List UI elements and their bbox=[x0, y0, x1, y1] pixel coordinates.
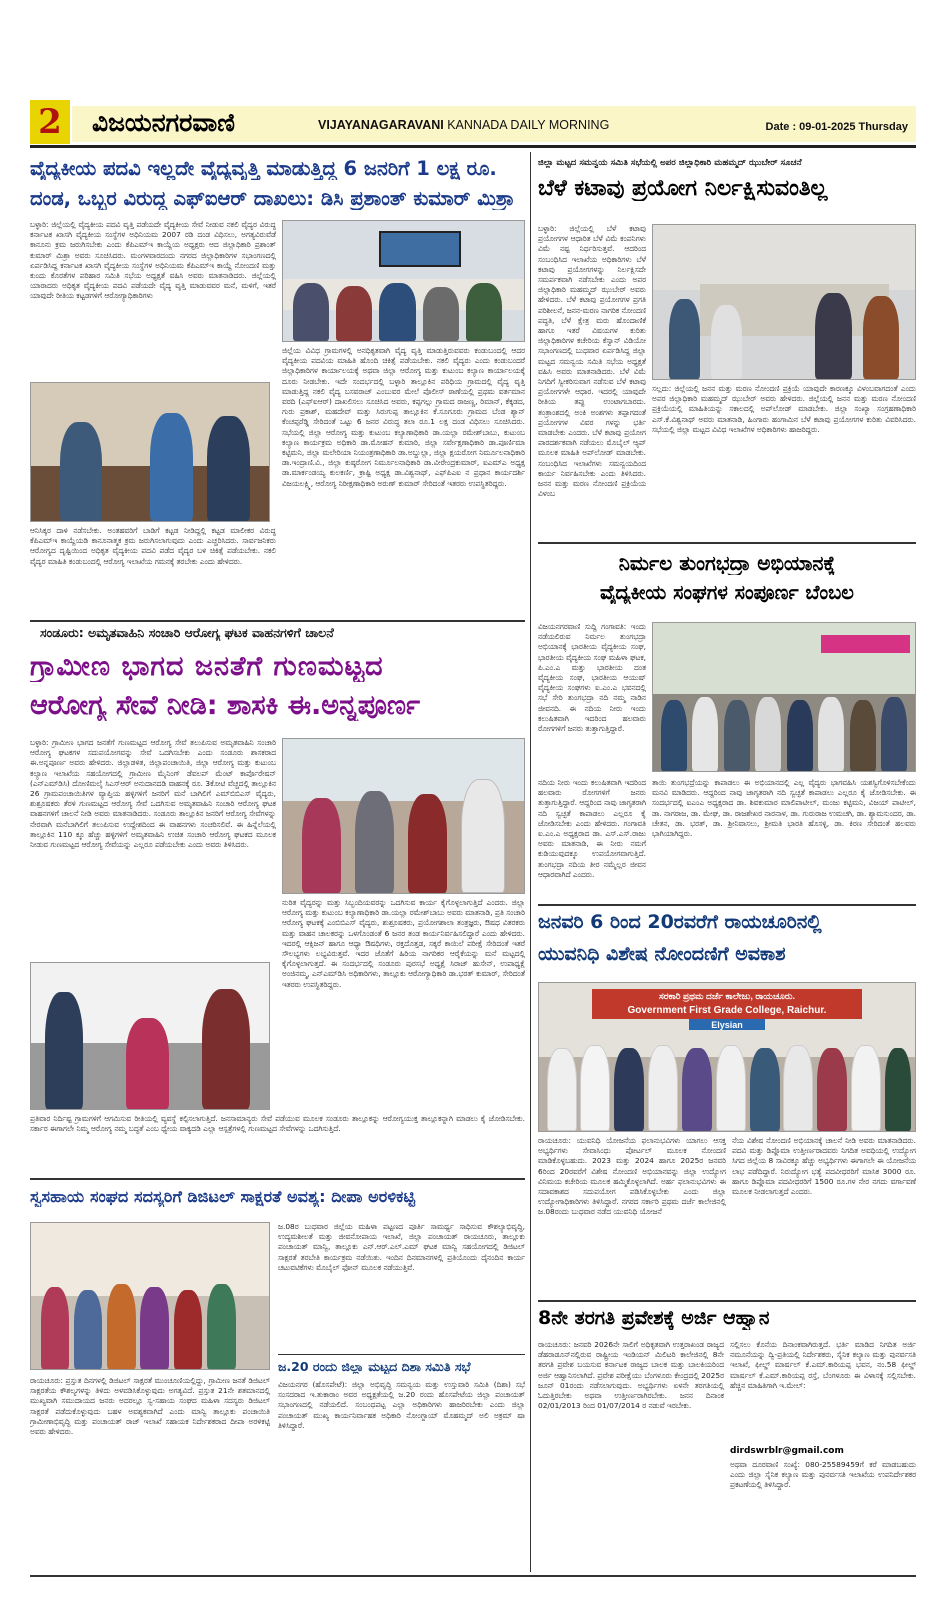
participant bbox=[851, 1045, 881, 1131]
seated-person bbox=[293, 283, 329, 341]
yuvanidhi-headline-2: ಯುವನಿಧಿ ವಿಶೇಷ ನೋಂದಣಿಗೆ ಅವಕಾಶ bbox=[538, 944, 786, 965]
masthead-title-en: VIJAYANAGARAVANI bbox=[318, 118, 444, 132]
nirmala-body-a: ವಿಜಯನಗರವಾಣಿ ಸುದ್ದಿ ಗಂಗಾವತಿ: ಇಂದು ನಡೆಯಲಿರುವ ನಿರ್ಮಲ ತುಂಗಭದ್ರಾ ಅಭಿಯಾನಕ್ಕೆ ಭಾರತೀಯ ವೈದ್ಯಕೀಯ ಸಂಘ, ಭಾರತೀಯ ವೈದ್ಯಕೀಯ ಸಂಘ ಮಹಿಳಾ ಘಟಕ, ಪಿ.ಎಂ.ಎ ಮತ್ತು ಭಾರತೀಯ ದಂತ ವೈದ್ಯಕೀಯ ಸಂಘ, ಭಾರತೀಯ ಆಯುಷ್ ವೈದ್ಯಕೀಯ ಸಂಘಗಳು ಐ.ಎಂ.ಎ ಭವನದಲ್ಲಿ ಸಭೆ ಸೇರಿ ತುಂಗಭದ್ರಾ ನದಿ ನಮ್ಮ ನಾಡಿನ ಜೀವನದಿ. ಈ ನದಿಯ ನೀರು ಇಂದು ಕಲುಷಿತವಾಗಿ ಇದರಿಂದ ಹಲವಾರು ರೋಗಗಳಿಗೆ ಜನರು ತುತ್ತಾಗುತ್ತಿದ್ದಾರೆ. bbox=[538, 622, 646, 734]
doctor bbox=[881, 697, 907, 771]
official bbox=[863, 296, 900, 379]
nirmala-body-c: ನದಿಯ ನೀರು ಇಂದು ಕಲುಷಿತವಾಗಿ ಇದರಿಂದ ಹಲವಾರು ರೋಗಗಳಿಗೆ ಜನರು ತುತ್ತಾಗುತ್ತಿದ್ದಾರೆ. ಆದ್ದರಿಂದ ನಾವು ಜಾಗೃತರಾಗಿ ನದಿ ಸ್ವಚ್ಛತೆ ಕಾಪಾಡಲು ಎಲ್ಲರೂ ಕೈ ಜೋಡಿಸಬೇಕು ಎಂದು ಹೇಳಿದರು. ಗಂಗಾವತಿ ಐ.ಎಂ.ಎ ಅಧ್ಯಕ್ಷರಾದ ಡಾ. ಎಸ್.ಎಸ್.ರಾಜು ಅವರು ಮಾತನಾಡಿ, ಈ ನೀರು ನಮಗೆ ಕುಡಿಯುವುದಕ್ಕೂ ಉಪಯೋಗವಾಗುತ್ತಿದೆ. ತುಂಗಭದ್ರಾ ನದಿಯ ತೀರ ನಮ್ಮೆಲ್ಲರ ಜೀವನ ಆಧಾರವಾಗಿದೆ ಎಂದರು. bbox=[538, 778, 646, 879]
crop-survey-body-a: ಬಳ್ಳಾರಿ: ಜಿಲ್ಲೆಯಲ್ಲಿ ಬೆಳೆ ಕಟಾವು ಪ್ರಯೋಗಗಳ ಆಧಾರಿತ ಬೆಳೆ ವಿಮೆ ಕಂಪನಿಗಳು ವಿಮೆ ನಷ್ಟ ನಿರ್ಧರಿಸುತ್ತವೆ. ಆದರಿಂದ ಸಂಬಂಧಿಸಿದ ಇಲಾಖೆಯ ಅಧಿಕಾರಿಗಳು ಬೆಳೆ ಕಟಾವು ಪ್ರಯೋಗಗಳನ್ನು ನಿರ್ಲಕ್ಷಿಸದೇ ಸಮರ್ಪಕವಾಗಿ ನಡೆಸಬೇಕು ಎಂದು ಅಪರ ಜಿಲ್ಲಾಧಿಕಾರಿ ಮಹಮ್ಮದ್ ಝುಬೇರ್ ಅವರು ಹೇಳಿದರು. ಬೆಳೆ ಕಟಾವು ಪ್ರಯೋಗಗಳ ಪ್ರಗತಿ ಪರಿಶೀಲನೆ, ಜನನ-ಮರಣ ನಾಗರಿಕ ನೋಂದಣಿ ಪದ್ಧತಿ, ಬೆಳೆ ಕ್ಷೇತ್ರ ಮರು ಹೊಂದಾಣಿಕೆ ಹಾಗೂ ಇತರೆ ವಿಷಯಗಳ ಕುರಿತು ಜಿಲ್ಲಾಧಿಕಾರಿಗಳ ಕಚೇರಿಯ ಕೆಸ್ವಾನ್ ವಿಡಿಯೋ ಸಭಾಂಗಣದಲ್ಲಿ ಬುಧವಾರ ಏರ್ಪಡಿಸಿದ್ದ ಜಿಲ್ಲಾ ಮಟ್ಟದ ಸಮನ್ವಯ ಸಮಿತಿ ಸಭೆಯ ಅಧ್ಯಕ್ಷತೆ ವಹಿಸಿ ಅವರು ಮಾತನಾಡಿದರು. ಬೆಳೆ ವಿಮೆ ನಿಗದಿಗೆ ಸ್ವೀಕರಿಸುವಾಗ ನಡೆಸುವ ಬೆಳೆ ಕಟಾವು ಪ್ರಯೋಗಗಳೇ ಆಧಾರ. ಇದರಲ್ಲಿ ಯಾವುದೇ ರೀತಿಯ ತಪ್ಪು ಉಂಟಾಗಬಾರದು. ತಂತ್ರಾಂಶದಲ್ಲಿ ಅಂಕಿ ಅಂಶಗಳು ತಪ್ಪಾಗದಂತೆ ಪ್ರಯೋಗಗಳ ವಿವರ ಗಳನ್ನು ಭರ್ತಿ ಮಾಡಬೇಕು ಎಂದರು. ಬೆಳೆ ಕಟಾವು ಪ್ರಯೋಗ ಪಾರದರ್ಶಕವಾಗಿ ನಡೆಯಲು ಮೊಬೈಲ್ ಆ್ಯಪ್ ಮೂಲಕ ಮಾಹಿತಿ ಅಪ್‌ಲೋಡ್ ಮಾಡಬೇಕು. ಸಂಬಂಧಿಸಿದ ಇಲಾಖೆಗಳು ಸಮನ್ವಯದಿಂದ ಕಾರ್ಯ ನಿರ್ವಹಿಸಬೇಕು ಎಂದು ತಿಳಿಸಿದರು. ಜನನ ಮತ್ತು ಮರಣ ನೋಂದಣಿ ಪ್ರಕ್ರಿಯೆಯ ವಿಳಂಬ bbox=[538, 224, 646, 499]
crop-survey-meeting-photo bbox=[652, 224, 916, 380]
class8-headline: 8ನೇ ತರಗತಿ ಪ್ರವೇಶಕ್ಕೆ ಅರ್ಜಿ ಆಹ್ವಾನ bbox=[538, 1308, 770, 1329]
nirmala-headline-2: ವೈದ್ಯಕೀಯ ಸಂಘಗಳ ಸಂಪೂರ್ಣ ಬೆಂಬಲ bbox=[600, 582, 854, 604]
crop-survey-body-b: ಸಲ್ಲದು: ಜಿಲ್ಲೆಯಲ್ಲಿ ಜನನ ಮತ್ತು ಮರಣ ನೋಂದಣಿ ಪ್ರಕ್ರಿಯೆ ಯಾವುದೇ ಕಾರಣಕ್ಕೂ ವಿಳಂಬವಾಗದಂತೆ ಎಂದು ಅಪರ ಜಿಲ್ಲಾಧಿಕಾರಿ ಮಹಮ್ಮದ್ ಝುಬೇರ್ ಅವರು ಹೇಳಿದರು. ಜಿಲ್ಲೆಯಲ್ಲಿ ಜನನ ಮತ್ತು ಮರಣ ನೋಂದಣಿ ಪ್ರಕ್ರಿಯೆಯಲ್ಲಿ ಮಾಹಿತಿಯನ್ನು ಸಕಾಲದಲ್ಲಿ ಅಪ್‌ಲೋಡ್ ಮಾಡಬೇಕು. ಜಿಲ್ಲಾ ಸಂಖ್ಯಾ ಸಂಗ್ರಹಣಾಧಿಕಾರಿ ಎಸ್.ಕೆ.ವಿಶ್ವನಾಥ್ ಅವರು ಮಾತನಾಡಿ, ಹಿಂಗಾರು ಹಂಗಾಮಿನ ಬೆಳೆ ಕಟಾವು ಪ್ರಯೋಗಗಳ ಕುರಿತು ವಿವರಿಸಿದರು. ಸಭೆಯಲ್ಲಿ ಜಿಲ್ಲಾ ಮಟ್ಟದ ವಿವಿಧ ಇಲಾಖೆಗಳ ಅಧಿಕಾರಿಗಳು ಹಾಜರಿದ್ದರು. bbox=[652, 384, 916, 434]
disha-body: ವಿಜಯನಗರ (ಹೊಸಪೇಟೆ): ಜಿಲ್ಲಾ ಅಭಿವೃದ್ಧಿ ಸಮನ್ವಯ ಮತ್ತು ಉಸ್ತುವಾರಿ ಸಮಿತಿ (ದಿಶಾ) ಸಭೆ ಸಂಸದರಾದ ಇ.ತುಕಾರಾಂ ಅವರ ಅಧ್ಯಕ್ಷತೆಯಲ್ಲಿ ಜ.20 ರಂದು ಹೊಸಪೇಟೆಯ ಜಿಲ್ಲಾ ಪಂಚಾಯತ್ ಸಭಾಂಗಣದಲ್ಲಿ ನಡೆಯಲಿದೆ. ಸಂಬಂಧಪಟ್ಟ ಎಲ್ಲಾ ಅಧಿಕಾರಿಗಳು ಹಾಜರಿರಬೇಕು ಎಂದು ಜಿಲ್ಲಾ ಪಂಚಾಯತ್ ಮುಖ್ಯ ಕಾರ್ಯನಿರ್ವಾಹಕ ಅಧಿಕಾರಿ ನೋಂಗ್ಜಾಯ್ ಮೊಹಮ್ಮದ್ ಅಲಿ ಅಕ್ರಮ್ ಷಾ ತಿಳಿಸಿದ್ದಾರೆ. bbox=[278, 1380, 525, 1430]
participant bbox=[74, 1290, 103, 1369]
masthead-subtitle: KANNADA DAILY MORNING bbox=[447, 118, 610, 132]
digital-literacy-group-photo bbox=[30, 1222, 270, 1370]
participant bbox=[207, 1284, 236, 1369]
fake-doctors-body-c: ಜಿಲ್ಲೆಯ ವಿವಿಧ ಗ್ರಾಮಗಳಲ್ಲಿ ಅನಧಿಕೃತವಾಗಿ ವೈದ್ಯ ವೃತ್ತಿ ಮಾಡುತ್ತಿರುವವರು ಕಂಡುಬಂದಲ್ಲಿ ಆದರ ವೈದ್ಯಕೀಯ ಪದವಿಯ ಮಾಹಿತಿ ಹೊಂದಿ ಚಿಕಿತ್ಸೆ ಪಡೆಯಬೇಕು. ನಕಲಿ ವೈದ್ಯರು ಎಂದು ಕಂಡುಬಂದರೆ ಜಿಲ್ಲಾಧಿಕಾರಿಗಳ ಕಾರ್ಯಾಲಯಕ್ಕೆ ಅಥವಾ ಜಿಲ್ಲಾ ಆರೋಗ್ಯ ಮತ್ತು ಕುಟುಂಬ ಕಲ್ಯಾಣ ಕಾರ್ಯಾಲಯಕ್ಕೆ ದೂರು ನೀಡಬೇಕು. ಇದೇ ಸಂದರ್ಭದಲ್ಲಿ ಬಳ್ಳಾರಿ ತಾಲ್ಲೂಕಿನ ಪರಿಧಿಯ ಗ್ರಾಮದಲ್ಲಿ ವೈದ್ಯ ವೃತ್ತಿ ಮಾಡುತ್ತಿದ್ದ ನಕಲಿ ವೈದ್ಯ ಬಸವರಾಜ್ ಎಂಬುವರ ಮೇಲೆ ಪೊಲೀಸ್ ಠಾಣೆಯಲ್ಲಿ ಪ್ರಥಮ ವರ್ತಮಾನ ವರದಿ (ಎಫ್‌ಐಆರ್) ದಾಖಲಿಸಲು ಸೂಚಿಸಿದ ಅವರು, ಕಪ್ಪಗಲ್ಲು ಗ್ರಾಮದ ರಾಜಣ್ಣ, ರಿಮಾನ್, ಕೆಕ್ಕಡದ, ಗುರು ಪ್ರಕಾಶ್, ಮಹದೇವ್ ಮತ್ತು ಸಿರುಗುಪ್ಪ ತಾಲ್ಲೂಕಿನ ಕೆ.ಸೂಗೂರು ಗ್ರಾಮದ ಬೆಂಡ ಶ್ಯಾನ್ ಕೆಂಚಪ್ಪರೆಡ್ಡಿ ಸೇರಿದಂತೆ ಒಟ್ಟು 6 ಜನರ ವಿರುದ್ಧ ತಲಾ ರೂ.1 ಲಕ್ಷ ದಂಡ ವಿಧಿಸಲು ಸೂಚಿಸಿದರು. ಸಭೆಯಲ್ಲಿ ಜಿಲ್ಲಾ ಆರೋಗ್ಯ ಮತ್ತು ಕುಟುಂಬ ಕಲ್ಯಾಣಾಧಿಕಾರಿ ಡಾ.ಯಲ್ಲಾ ರಮೇಶ್‌ಬಾಬು, ಕುಟುಂಬ ಕಲ್ಯಾಣ ಕಾರ್ಯಕ್ರಮ ಅಧಿಕಾರಿ ಡಾ.ಮೋಹನ್ ಕುಮಾರಿ, ಜಿಲ್ಲಾ ಸರ್ವೇಕ್ಷಣಾಧಿಕಾರಿ ಡಾ.ಪೂರ್ಣಿಮಾ ಕಟ್ಟಿಮನಿ, ಜಿಲ್ಲಾ ಮಲೇರಿಯಾ ನಿಯಂತ್ರಣಾಧಿಕಾರಿ ಡಾ.ಅಬ್ದುಲ್ಲಾ, ಜಿಲ್ಲಾ ಕ್ಷಯರೋಗ ನಿರ್ಮೂಲನಾಧಿಕಾರಿ ಡಾ.ಇಂದ್ರಾಣಿ.ವಿ., ಜಿಲ್ಲಾ ಕುಷ್ಠರೋಗ ನಿರ್ಮೂಲನಾಧಿಕಾರಿ ಡಾ.ವೀರೇಂದ್ರಕುಮಾರ್, ಐಎಮ್‌ಎ ಅಧ್ಯಕ್ಷ ಡಾ.ಮಾರ್ಕಂಡಯ್ಯ ಕುಲಕರ್ಣಿ, ಕ್ರಾಷ್ಟಿ ಅಧ್ಯಕ್ಷ ಡಾ.ವಿಶ್ವನಾಥ್, ಎಫ್‌ಪಿಎಐ ನ ಪ್ರಧಾನ ಕಾರ್ಯದರ್ಶಿ ವಿಜಯಲಕ್ಷ್ಮಿ, ಆರೋಗ್ಯ ನಿರೀಕ್ಷಣಾಧಿಕಾರಿ ಅರುಣ್ ಕುಮಾರ್ ಸೇರಿದಂತೆ ಇತರರು ಉಪಸ್ಥಿತರಿದ್ದರು. bbox=[282, 346, 525, 488]
masthead-title-kannada: ವಿಜಯನಗರವಾಣಿ bbox=[92, 108, 235, 137]
column-rule bbox=[530, 152, 531, 1572]
participant bbox=[174, 1290, 203, 1369]
ambulance-body-a: ಬಳ್ಳಾರಿ: ಗ್ರಾಮೀಣ ಭಾಗದ ಜನತೆಗೆ ಗುಣಮಟ್ಟದ ಆರೋಗ್ಯ ಸೇವೆ ತಲುಪಿಸುವ ಅಮೃತವಾಹಿನಿ ಸಂಚಾರಿ ಆರೋಗ್ಯ ಘಟಕಗಳ ಸದುಪಯೋಗವನ್ನು ಸೇವೆ ಒದಗಿಸಬೇಕು ಎಂದು ಸಂಡೂರು ಶಾಸಕರಾದ ಈ.ಅನ್ನಪೂರ್ಣ ಅವರು ಹೇಳಿದರು. ಜಿಲ್ಲಾಡಳಿತ, ಜಿಲ್ಲಾಪಂಚಾಯಿತಿ, ಜಿಲ್ಲಾ ಆರೋಗ್ಯ ಮತ್ತು ಕುಟುಂಬ ಕಲ್ಯಾಣ ಇಲಾಖೆಯ ಸಹಯೋಗದಲ್ಲಿ ಗ್ರಾಮೀಣ ಮೈನಿಂಗ್ ಡೆವಲಪ್ ಮೆಂಟ್ ಕಾರ್ಪೊರೇಷನ್ (ಎನ್‌ಎಮ್‌ಡಿಸಿ) ದೋಣಿಮಲೈ ಸಿಎಸ್‌ಆರ್ ಅನುದಾನದಡಿ ವಾಹನಕ್ಕೆ ರೂ. 3ಕೋಟಿ ವೆಚ್ಚದಲ್ಲಿ ತಾಲ್ಲೂಕಿನ 26 ಗ್ರಾಮಪಂಚಾಯಿತಿಗಳ ವ್ಯಾಪ್ತಿಯ ಹಳ್ಳಿಗಳಿಗೆ ಜನರಿಗೆ ಮನೆ ಬಾಗಿಲಿಗೆ ಎಮ್‌ಬಿಬಿಎಸ್ ವೈದ್ಯರು, ಶುಶ್ರೂಷಕರು ತೆರಳಿ ಗುಣಮಟ್ಟದ ಆರೋಗ್ಯ ಸೇವೆ ಒದಗಿಸುವ ಅಮೃತವಾಹಿನಿ ಸಂಚಾರಿ ಆರೋಗ್ಯ ಘಟಕ ವಾಹನಗಳಿಗೆ ಚಾಲನೆ ನೀಡಿ ಅವರು ಮಾತನಾಡಿದರು. ಸಂಡೂರು ತಾಲ್ಲೂಕಿನ ಜನರಿಗೆ ಆರೋಗ್ಯ ಸೇವೆಗಳನ್ನು ನೇರವಾಗಿ ಮನೆಬಾಗಿಲಿಗೆ ತಲುಪಿಸುವ ಉದ್ದೇಶದಿಂದ ಈ ವಾಹನಗಳು ಸಂಚರಿಸಲಿವೆ. ಈ ಹಿನ್ನೆಲೆಯಲ್ಲಿ ತಾಲ್ಲೂಕಿನ 110 ಕ್ಕೂ ಹೆಚ್ಚು ಹಳ್ಳಿಗಳಿಗೆ ಅಮೃತವಾಹಿನಿ ಉಚಿತ ಸಂಚಾರಿ ಆರೋಗ್ಯ ಘಟಕದ ಮೂಲಕ ನೀಡುವ ಗುಣಮಟ್ಟದ ಆರೋಗ್ಯ ಸೇವೆಯನ್ನು ಎಲ್ಲರೂ ಪಡೆಯಬೇಕು ಎಂದು ಅವರು ತಿಳಿಸಿದರು. bbox=[30, 738, 276, 850]
nirmala-group-photo bbox=[652, 622, 916, 772]
official bbox=[461, 779, 504, 893]
masthead-date: Date : 09-01-2025 Thursday bbox=[765, 121, 908, 133]
divider bbox=[538, 1300, 916, 1302]
standing-official bbox=[150, 413, 193, 521]
yuvanidhi-body-b: ನೆಯ ವಿಶೇಷ ನೋಂದಣಿ ಅಭಿಯಾನಕ್ಕೆ ಚಾಲನೆ ನೀಡಿ ಅವರು ಮಾತನಾಡಿದರು. ಪದವಿ ಮತ್ತು ಡಿಪ್ಲೊಮಾ ಉತ್ತೀರ್ಣರಾದವರು ನಿಗದಿತ ಅವಧಿಯಲ್ಲಿ ಉದ್ಯೋಗ ಸಿಗದ ಜಿಲ್ಲೆಯ 8 ಸಾವಿರಕ್ಕೂ ಹೆಚ್ಚು ಅಭ್ಯರ್ಥಿಗಳು ಈಗಾಗಲೇ ಈ ಯೋಜನೆಯ ಲಾಭ ಪಡೆದಿದ್ದಾರೆ. ನಿರುದ್ಯೋಗ ಭತ್ಯೆ ಪದವೀಧರರಿಗೆ ಮಾಸಿಕ 3000 ರೂ. ಹಾಗೂ ಡಿಪ್ಲೊಮಾ ಪದವೀಧರರಿಗೆ 1500 ರೂ.ಗಳ ನೇರ ನಗದು ವರ್ಗಾವಣೆ ಮೂಲಕ ನೀಡಲಾಗುತ್ತದೆ ಎಂದರು. bbox=[732, 1136, 916, 1197]
page-number: 2 bbox=[30, 100, 70, 144]
doctor bbox=[661, 700, 687, 771]
ambulance-kicker: ಸಂಡೂರು: ಅಮೃತವಾಹಿನಿ ಸಂಚಾರಿ ಆರೋಗ್ಯ ಘಟಕ ವಾಹನಗಳಿಗೆ ಚಾಲನೆ bbox=[40, 625, 334, 640]
participant bbox=[682, 1048, 712, 1131]
college-banner-elysian: Elysian bbox=[689, 1019, 764, 1031]
seated-person bbox=[379, 283, 415, 341]
standing-official bbox=[60, 422, 103, 521]
ambulance-launch-photo bbox=[30, 962, 270, 1110]
class8-email: dirdswrblr@gmail.com bbox=[730, 1446, 844, 1456]
doctor bbox=[850, 700, 876, 771]
yuvanidhi-event-photo bbox=[538, 982, 916, 1132]
official bbox=[711, 305, 742, 379]
standing-official bbox=[207, 416, 250, 521]
official bbox=[408, 794, 447, 893]
participant bbox=[41, 1287, 70, 1369]
building bbox=[31, 1223, 269, 1296]
participant bbox=[750, 1048, 780, 1131]
fake-doctors-meeting-photo bbox=[282, 220, 525, 342]
wall bbox=[653, 225, 915, 290]
class8-body-a: ರಾಯಚೂರು: ಜನವರಿ 2026ನೇ ಸಾಲಿಗೆ ಅಧಿಕೃತವಾಗಿ ಉತ್ತರಾಖಂಡ ರಾಜ್ಯದ ಡೆಹರಾಡೂನ್‌ನಲ್ಲಿರುವ ರಾಷ್ಟ್ರೀಯ ಇಂಡಿಯನ್ ಮಿಲಿಟರಿ ಕಾಲೇಜಿನಲ್ಲಿ 8ನೇ ತರಗತಿ ಪ್ರವೇಶ ಬಯಸುವ ಕರ್ನಾಟಕ ರಾಜ್ಯದ ಬಾಲಕ ಮತ್ತು ಬಾಲಕಿಯರಿಂದ ಅರ್ಜಿ ಆಹ್ವಾನಿಸಲಾಗಿದೆ. ಪ್ರವೇಶ ಪರೀಕ್ಷೆಯು ಬೆಂಗಳೂರು ಕೇಂದ್ರದಲ್ಲಿ 2025ರ ಜೂನ್ 01ರಂದು ನಡೆಸಲಾಗುವುದು. ಅಭ್ಯರ್ಥಿಗಳು ಏಳನೇ ತರಗತಿಯಲ್ಲಿ ಓದುತ್ತಿರಬೇಕು ಅಥವಾ ಉತ್ತೀರ್ಣರಾಗಿರಬೇಕು. ಜನನ ದಿನಾಂಕ 02/01/2013 ರಿಂದ 01/07/2014 ರ ನಡುವೆ ಇರಬೇಕು. bbox=[538, 1340, 724, 1411]
divider bbox=[538, 542, 916, 544]
ambulance-headline-1: ಗ್ರಾಮೀಣ ಭಾಗದ ಜನತೆಗೆ ಗುಣಮಟ್ಟದ bbox=[30, 651, 384, 682]
digital-literacy-headline: ಸ್ವಸಹಾಯ ಸಂಘದ ಸದಸ್ಯರಿಗೆ ಡಿಜಿಟಲ್ ಸಾಕ್ಷರತೆ ಅವಶ್ಯ: ದೀಪಾ ಅರಳಿಕಟ್ಟಿ bbox=[30, 1188, 416, 1206]
ambulance-headline-2: ಆರೋಗ್ಯ ಸೇವೆ ನೀಡಿ: ಶಾಸಕಿ ಈ.ಅನ್ನಪೂರ್ಣ bbox=[30, 690, 420, 721]
participant bbox=[140, 1287, 169, 1369]
fake-doctors-headline-1: ವೈದ್ಯಕೀಯ ಪದವಿ ಇಲ್ಲದೇ ವೈದ್ಯವೃತ್ತಿ ಮಾಡುತ್ತಿದ್ದ 6 ಜನರಿಗೆ 1 ಲಕ್ಷ ರೂ. bbox=[30, 158, 497, 180]
seated-person bbox=[466, 283, 502, 341]
participant bbox=[716, 1045, 746, 1131]
footer-rule bbox=[30, 1575, 916, 1577]
yuvanidhi-body-a: ರಾಯಚೂರು: ಯುವನಿಧಿ ಯೋಜನೆಯ ಫಲಾನುಭವಿಗಳು ಯಾಗಲು ಆಸಕ್ತ ಅಭ್ಯರ್ಥಿಗಳು ಸೇವಾಸಿಂಧು ಪೋರ್ಟಲ್ ಮೂಲಕ ನೋಂದಣಿ ಮಾಡಿಕೊಳ್ಳಬಹುದು. 2023 ಮತ್ತು 2024 ಹಾಗೂ 2025ರ ಜನವರಿ 6ರಿಂದ 20ರವರೆಗೆ ವಿಶೇಷ ನೋಂದಣಿ ಅಭಿಯಾನವನ್ನು ಜಿಲ್ಲಾ ಉದ್ಯೋಗ ವಿನಿಮಯ ಕಚೇರಿಯ ಮೂಲಕ ಹಮ್ಮಿಕೊಳ್ಳಲಾಗಿದೆ. ಅರ್ಹ ಫಲಾನುಭವಿಗಳು ಈ ಸದಾವಕಾಶದ ಸದುಪಯೋಗ ಪಡಿಸಿಕೊಳ್ಳಬೇಕು ಎಂದು ಜಿಲ್ಲಾ ಉದ್ಯೋಗಾಧಿಕಾರಿಗಳು ತಿಳಿಸಿದ್ದಾರೆ. ನಗರದ ಸರ್ಕಾರಿ ಪ್ರಥಮ ದರ್ಜೆ ಕಾಲೇಜಿನಲ್ಲಿ ಜ.08ರಂದು ಬುಧವಾರ ನಡೆದ ಯುವನಿಧಿ ಯೋಜನೆ bbox=[538, 1136, 726, 1217]
college-banner-kannada: ಸರಕಾರಿ ಪ್ರಥಮ ದರ್ಜೆ ಕಾಲೇಜು, ರಾಯಚೂರು. bbox=[592, 989, 863, 1004]
class8-body-c: ಅಥವಾ ದೂರವಾಣಿ ಸಂಖ್ಯೆ: 080-25589459ಗೆ ಕರೆ ಮಾಡಬಹುದು ಎಂದು ಜಿಲ್ಲಾ ಸೈನಿಕ ಕಲ್ಯಾಣ ಮತ್ತು ಪುನರ್ವಸತಿ ಇಲಾಖೆಯ ಉಪನಿರ್ದೇಶಕರ ಪ್ರಕಟಣೆಯಲ್ಲಿ ತಿಳಿಸಿದ್ದಾರೆ. bbox=[730, 1460, 916, 1490]
participant bbox=[783, 1045, 813, 1131]
participant bbox=[107, 1284, 136, 1369]
crop-survey-headline: ಬೆಳೆ ಕಟಾವು ಪ್ರಯೋಗ ನಿರ್ಲಕ್ಷಿಸುವಂತಿಲ್ಲ bbox=[538, 176, 828, 201]
ambulance-body-c: ನುರಿತ ವೈದ್ಯರನ್ನು ಮತ್ತು ಸಿಬ್ಬಂದಿಯವರನ್ನು ಒದಗಿಸುವ ಕಾರ್ಯ ಕೈಗೊಳ್ಳಲಾಗುತ್ತಿದೆ ಎಂದರು. ಜಿಲ್ಲಾ ಆರೋಗ್ಯ ಮತ್ತು ಕುಟುಂಬ ಕಲ್ಯಾಣಾಧಿಕಾರಿ ಡಾ.ಯಲ್ಲಾ ರಮೇಶ್‌ಬಾಬು ಅವರು ಮಾತನಾಡಿ, ಪ್ರತಿ ಸಂಚಾರಿ ಆರೋಗ್ಯ ಘಟಕಕ್ಕೆ ಎಂಬಿಬಿಎಸ್ ವೈದ್ಯರು, ಶುಶ್ರೂಷಕರು, ಪ್ರಯೋಗಶಾಲಾ ತಂತ್ರಜ್ಞರು, ಔಷಧ ವಿತರಕರು ಮತ್ತು ವಾಹನ ಚಾಲಕರನ್ನು ಒಳಗೊಂಡಂತೆ 6 ಜನರ ತಂಡ ಕಾರ್ಯನಿರ್ವಹಿಸಲಿದ್ದಾರೆ ಎಂದು ಹೇಳಿದರು. ಇದರಲ್ಲಿ ಆಕ್ಸಿಜನ್ ಹಾಗೂ ಆಧ್ಯಾ ಔಷಧಿಗಳು, ರಕ್ತದೊತ್ತಡ, ಸಕ್ಕರೆ ಕಾಯಿಲೆ ಪರೀಕ್ಷೆ ಸೇರಿದಂತೆ ಇತರೆ ಸೌಲಭ್ಯಗಳು ಲಭ್ಯವಿರುತ್ತವೆ. ಇದರ ಜೊತೆಗೆ ಹಿರಿಯ ನಾಗರಿಕರ ಆರೈಕೆಯನ್ನು ಮನೆ ಮಟ್ಟದಲ್ಲಿ ಕೈಗೊಳ್ಳಲಾಗುತ್ತದೆ. ಈ ಸಂದರ್ಭದಲ್ಲಿ ಸಂಡೂರು ಪುರಸಭೆ ಅಧ್ಯಕ್ಷೆ ಸಿರಾಜ್ ಹುಸೇನ್, ಉಪಾಧ್ಯಕ್ಷೆ ಅಂಜಿನಮ್ಮ, ಎನ್‌ಎಮ್‌ಡಿಸಿ ಅಧಿಕಾರಿಗಳು, ತಾಲ್ಲೂಕು ಆರೋಗ್ಯಾಧಿಕಾರಿ ಡಾ.ಭರತ್ ಕುಮಾರ್, ಸೇರಿದಂತೆ ಇತರರು ಉಪಸ್ಥಿತರಿದ್ದರು. bbox=[282, 898, 525, 989]
fake-doctors-officials-photo bbox=[30, 382, 270, 522]
disha-headline: ಜ.20 ರಂದು ಜಿಲ್ಲಾ ಮಟ್ಟದ ದಿಶಾ ಸಮಿತಿ ಸಭೆ bbox=[278, 1360, 471, 1374]
divider bbox=[30, 1178, 525, 1180]
doctor bbox=[787, 700, 813, 771]
divider bbox=[538, 904, 916, 906]
ambulance-body-b: ಪ್ರತಿವಾರ ನಿರ್ದಿಷ್ಟ ಗ್ರಾಮಗಳಿಗೆ ಆಗಮಿಸುವ ರೀತಿಯಲ್ಲಿ ವ್ಯವಸ್ಥೆ ಕಲ್ಪಿಸಲಾಗುತ್ತಿದೆ. ಜನಸಾಮಾನ್ಯರು ಸೇವೆ ಪಡೆಯುವ ಮೂಲಕ ಸಂಡೂರು ತಾಲ್ಲೂಕನ್ನು ಆರೋಗ್ಯಯುಕ್ತ ತಾಲ್ಲೂಕನ್ನಾಗಿ ಮಾಡಲು ಕೈ ಜೋಡಿಸಬೇಕು. ಸರ್ಕಾರ ಈಗಾಗಲೇ ನಿಮ್ಮ ಆರೋಗ್ಯ ನಮ್ಮ ಬದ್ಧತೆ ಎಂಬ ಧ್ಯೇಯ ವಾಕ್ಯದಡಿ ಎಲ್ಲಾ ಆಸ್ಪತ್ರೆಗಳಲ್ಲಿ ಗುಣಮಟ್ಟದ ಸೇವೆಗಳನ್ನು ಒದಗಿಸುತ್ತಿದೆ. bbox=[30, 1114, 525, 1134]
projector-screen bbox=[379, 231, 461, 267]
participant bbox=[580, 1045, 610, 1131]
class8-body-b: ಸಲ್ಲಿಸಲು ಕೊನೆಯ ದಿನಾಂಕವಾಗಿರುತ್ತದೆ. ಭರ್ತಿ ಮಾಡಿದ ನಿಗದಿತ ಅರ್ಜಿ ನಮೂನೆಯನ್ನು ದ್ವಿ-ಪ್ರತಿಯಲ್ಲಿ ನಿರ್ದೇಶಕರು, ಸೈನಿಕ ಕಲ್ಯಾಣ ಮತ್ತು ಪುನರ್ವಸತಿ ಇಲಾಖೆ, ಫೀಲ್ಡ್ ಮಾರ್ಷಲ್ ಕೆ.ಎಮ್.ಕಾರಿಯಪ್ಪ ಭವನ, ನಂ.58 ಫೀಲ್ಡ್ ಮಾರ್ಷಲ್ ಕೆ.ಎಮ್.ಕಾರಿಯಪ್ಪ ರಸ್ತೆ, ಬೆಂಗಳೂರು ಈ ವಿಳಾಸಕ್ಕೆ ಸಲ್ಲಿಸಬೇಕು. ಹೆಚ್ಚಿನ ಮಾಹಿತಿಗಾಗಿ ಇ.ಮೇಲ್: bbox=[730, 1340, 916, 1390]
doctor bbox=[755, 697, 781, 771]
divider bbox=[278, 1354, 525, 1355]
seated-person bbox=[423, 287, 459, 341]
doctor bbox=[692, 697, 718, 771]
digital-literacy-body-b: ರಾಯಚೂರು: ಪ್ರಸ್ತುತ ದಿನಗಳಲ್ಲಿ ಡಿಜಿಟಲ್ ಸಾಕ್ಷರತೆ ಮುಂಚೂಣಿಯಲ್ಲಿದ್ದು, ಗ್ರಾಮೀಣ ಜನತೆ ಡಿಜಿಟಲ್ ಸಾಕ್ಷರತೆಯ ಕೌಶಲ್ಯಗಳನ್ನು ತಿಳಿದು ಅಳವಡಿಸಿಕೊಳ್ಳುವುದು ಅಗತ್ಯವಿದೆ. ಪ್ರಸ್ತುತ 21ನೇ ಶತಮಾನದಲ್ಲಿ ಮುಖ್ಯವಾಗಿ ಸಮುದಾಯದ ಜನರು ಅದರಲ್ಲೂ ಸ್ವ-ಸಹಾಯ ಸಂಘದ ಮಹಿಳಾ ಸದಸ್ಯರು ಡಿಜಿಟಲ್ ಸಾಕ್ಷರತೆ ಪಡೆದುಕೊಳ್ಳುವುದು ಬಹಳ ಅವಶ್ಯಕವಾಗಿದೆ ಎಂದು ಮಾನ್ವಿ ತಾಲ್ಲೂಕು ಪಂಚಾಯಿತಿ ಗ್ರಾಮೀಣಾಭಿವೃದ್ಧಿ ಮತ್ತು ಪಂಚಾಯತ್ ರಾಜ್ ಇಲಾಖೆ ಸಹಾಯಕ ನಿರ್ದೇಶಕರಾದ ದೀಪಾ ಅರಳಿಕಟ್ಟಿ ಅವರು ಹೇಳಿದರು. bbox=[30, 1376, 270, 1437]
doctor bbox=[818, 697, 844, 771]
crop-survey-kicker: ಜಿಲ್ಲಾ ಮಟ್ಟದ ಸಮನ್ವಯ ಸಮಿತಿ ಸಭೆಯಲ್ಲಿ ಅಪರ ಜಿಲ್ಲಾಧಿಕಾರಿ ಮಹಮ್ಮದ್ ಝುಬೇರ್ ಸೂಚನೆ bbox=[538, 158, 802, 168]
college-banner-english: Government First Grade College, Raichur. bbox=[592, 1004, 863, 1019]
participant bbox=[614, 1048, 644, 1131]
official bbox=[815, 293, 852, 379]
nirmala-body-b: ತಾಯಿ ತುಂಗಭದ್ರೆಯನ್ನು ಕಾಪಾಡಲು ಈ ಅಭಿಯಾನದಲ್ಲಿ ಎಲ್ಲ ವೈದ್ಯರು ಭಾಗವಹಿಸಿ ಯಶಸ್ವಿಗೊಳಿಸಬೇಕೆಂದು ಮನವಿ ಮಾಡಿದರು. ಆದ್ದರಿಂದ ನಾವು ಜಾಗೃತರಾಗಿ ನದಿ ಸ್ವಚ್ಛತೆ ಕಾಪಾಡಲು ಎಲ್ಲರೂ ಕೈ ಜೋಡಿಸಬೇಕು. ಈ ಸಂದರ್ಭದಲ್ಲಿ ಐಎಂಎ ಅಧ್ಯಕ್ಷರಾದ ಡಾ. ಶಿವಕುಮಾರ ಮಾಲಿಪಾಟೀಲ್, ಮಂಜು ಕಟ್ಟಿಮನಿ, ವಿಜಯ್ ಪಾಟೀಲ್, ಡಾ. ನಾಗರಾಜ, ಡಾ. ಮೇಘ, ಡಾ. ರಾಜಶೇಖರ ನಾರನಾಳ, ಡಾ. ಗುರುರಾಜ ಉಮಚಗಿ, ಡಾ. ಶ್ಯಾಮಸುಂದರ, ಡಾ. ಚೇತನ, ಡಾ. ಭರತ್, ಡಾ. ಶ್ರೀನಿವಾಸಲು, ಶ್ರೀಮತಿ ಭಾರತಿ ಹೊಸಳ್ಳಿ, ಡಾ. ಕಿರಣ ಸೇರಿದಂತೆ ಹಲವರು ಭಾಗಿಯಾಗಿದ್ದರು. bbox=[652, 778, 916, 839]
speaker-mla bbox=[302, 798, 341, 893]
official bbox=[202, 989, 250, 1109]
participant bbox=[885, 1048, 911, 1131]
masthead-title-english bbox=[318, 118, 609, 132]
banner bbox=[821, 635, 910, 653]
yuvanidhi-headline-1: ಜನವರಿ 6 ರಿಂದ 20ರವರೆಗೆ ರಾಯಚೂರಿನಲ್ಲಿ bbox=[538, 912, 822, 933]
fake-doctors-body-b: ಆನಿಸಿಕ್ಕರ ದಾಳಿ ನಡೆಸಬೇಕು. ಅಂತಹವರಿಗೆ ಬಾಡಿಗೆ ಕಟ್ಟಡ ನೀಡಿದ್ದಲ್ಲಿ ಕಟ್ಟಡ ಮಾಲೀಕರ ವಿರುದ್ಧ ಕೆಪಿಎಮ್‌ಇ ಕಾಯ್ದೆಯಡಿ ಕಾನೂನಾತ್ಮಕ ಕ್ರಮ ಜರುಗಿಸಲಾಗುವುದು ಎಂದು ಎಚ್ಚರಿಸಿದರು. ಸಾರ್ವಜನಿಕರು ಆರೋಗ್ಯದ ದೃಷ್ಟಿಯಿಂದ ಅಧಿಕೃತ ವೈದ್ಯಕೀಯ ಪದವಿ ಪಡೆದ ವೈದ್ಯರ ಬಳಿ ಚಿಕಿತ್ಸೆ ಪಡೆಯಬೇಕು. ನಕಲಿ ವೈದ್ಯರ ಮಾಹಿತಿ ಕಂಡುಬಂದಲ್ಲಿ ಆರೋಗ್ಯ ಇಲಾಖೆಯ ಗಮನಕ್ಕೆ ತರಬೇಕು ಎಂದು ಹೇಳಿದರು. bbox=[30, 526, 276, 566]
participant bbox=[648, 1045, 678, 1131]
official bbox=[355, 791, 394, 893]
fake-doctors-headline-2: ದಂಡ, ಒಬ್ಬರ ವಿರುದ್ಧ ಎಫ್‌ಐಆರ್ ದಾಖಲು: ಡಿಸಿ ಪ್ರಶಾಂತ್ ಕುಮಾರ್ ಮಿಶ್ರಾ bbox=[30, 188, 515, 210]
seated-person bbox=[336, 286, 372, 341]
nirmala-headline-1: ನಿರ್ಮಲ ತುಂಗಭದ್ರಾ ಅಭಿಯಾನಕ್ಕೆ bbox=[618, 552, 836, 575]
digital-literacy-body-a: ಜ.08ರ ಬುಧವಾರ ಜಿಲ್ಲೆಯ ಮಹಿಳಾ ಪಟ್ಟಣದ ಪೂರ್ತಿ ಸಾಮರ್ಥ್ಯ ಸಾಧಿಸುವ ಕೌಶಲ್ಯಾಭಿವೃದ್ಧಿ, ಉದ್ಯಮಶೀಲತೆ ಮತ್ತು ಜೀವನೋಪಾಯ ಇಲಾಖೆ, ಜಿಲ್ಲಾ ಪಂಚಾಯತ್ ರಾಯಚೂರು, ತಾಲ್ಲೂಕು ಪಂಚಾಯತ್ ಮಾನ್ವಿ, ತಾಲ್ಲೂಕು ಎನ್.ಆರ್.ಎಲ್.ಎಮ್ ಘಟಕ ಮಾನ್ವಿ ಸಹಯೋಗದಲ್ಲಿ ಡಿಜಿಟಲ್ ಸಾಕ್ಷರತೆ ತರಬೇತಿ ಕಾರ್ಯಕ್ರಮ ನಡೆಯಿತು. ಇಂದಿನ ದಿನಮಾನಗಳಲ್ಲಿ ಪ್ರತಿಯೊಂದು ದೈನಂದಿನ ಕಾರ್ಯ ಚಟುವಟಿಕೆಗಳು ಮೊಬೈಲ್ ಫೋನ್ ಮೂಲಕ ನಡೆಯುತ್ತಿವೆ. bbox=[278, 1222, 525, 1272]
ambulance-mla-speech-photo bbox=[282, 738, 525, 894]
doctor bbox=[724, 700, 750, 771]
divider bbox=[30, 620, 525, 622]
official bbox=[669, 299, 700, 379]
fake-doctors-body-a: ಬಳ್ಳಾರಿ: ಜಿಲ್ಲೆಯಲ್ಲಿ ವೈದ್ಯಕೀಯ ಪದವಿ ವೃತ್ತಿ ಪಡೆಯದೇ ವೈದ್ಯಕೀಯ ಸೇವೆ ನೀಡುವ ನಕಲಿ ವೈದ್ಯರ ವಿರುದ್ಧ ಕರ್ನಾಟಕ ಖಾಸಗಿ ವೈದ್ಯಕೀಯ ಸಂಸ್ಥೆಗಳ ಅಧಿನಿಯಮ 2007 ರಡಿ ದಂಡ ವಿಧಿಸಲು, ಅಗತ್ಯವಿರುವೆಡೆ ಕಾನೂನು ಕ್ರಮ ಜರುಗಿಸಬೇಕು ಎಂದು ಕೆಪಿಎಮ್‌ಇ ಕಾಯ್ದೆಯ ಅಧ್ಯಕ್ಷರು ಆದ ಜಿಲ್ಲಾಧಿಕಾರಿ ಪ್ರಶಾಂತ್ ಕುಮಾರ್ ಮಿಶ್ರಾ ಅವರು ಸೂಚಿಸಿದರು. ಮಂಗಳವಾರದಂದು ನಗರದ ಜಿಲ್ಲಾಧಿಕಾರಿಗಳ ಸಭಾಂಗಣದಲ್ಲಿ ಏರ್ಪಡಿಸಿದ್ದ ಕರ್ನಾಟಕ ಖಾಸಗಿ ವೈದ್ಯಕೀಯ ಸಂಸ್ಥೆಗಳ ಅಧಿನಿಯಮ ಕೆಪಿಎಮ್‌ಇ ಕಾಯ್ದೆ ನೋಂದಣಿ ಮತ್ತು ಕುಂದು ಕೊರತೆಗಳ ಪರಿಹಾರ ಸಮಿತಿ ಸಭೆಯ ಅಧ್ಯಕ್ಷತೆ ವಹಿಸಿ ಅವರು ಮಾತನಾಡಿದರು. ಜಿಲ್ಲೆಯಲ್ಲಿ ಯಾರಾದರು ಅಧಿಕೃತ ವೈದ್ಯಕೀಯ ಪದವಿ ಪಡೆಯದೇ ವೈದ್ಯ ವೃತ್ತಿ ಮಾಡುವವರ ಮನೆ, ಮಳಿಗೆ, ಇತರೆ ಯಾವುದೇ ರೀತಿಯ ಕಟ್ಟಡಗಳಿಗೆ ಆರೋಗ್ಯಾಧಿಕಾರಿಗಳು bbox=[30, 220, 276, 301]
participant bbox=[817, 1048, 847, 1131]
building bbox=[653, 623, 915, 694]
participant bbox=[547, 1048, 577, 1131]
mla-annapoorna bbox=[126, 1018, 169, 1109]
masthead bbox=[30, 100, 916, 148]
official bbox=[45, 992, 83, 1109]
